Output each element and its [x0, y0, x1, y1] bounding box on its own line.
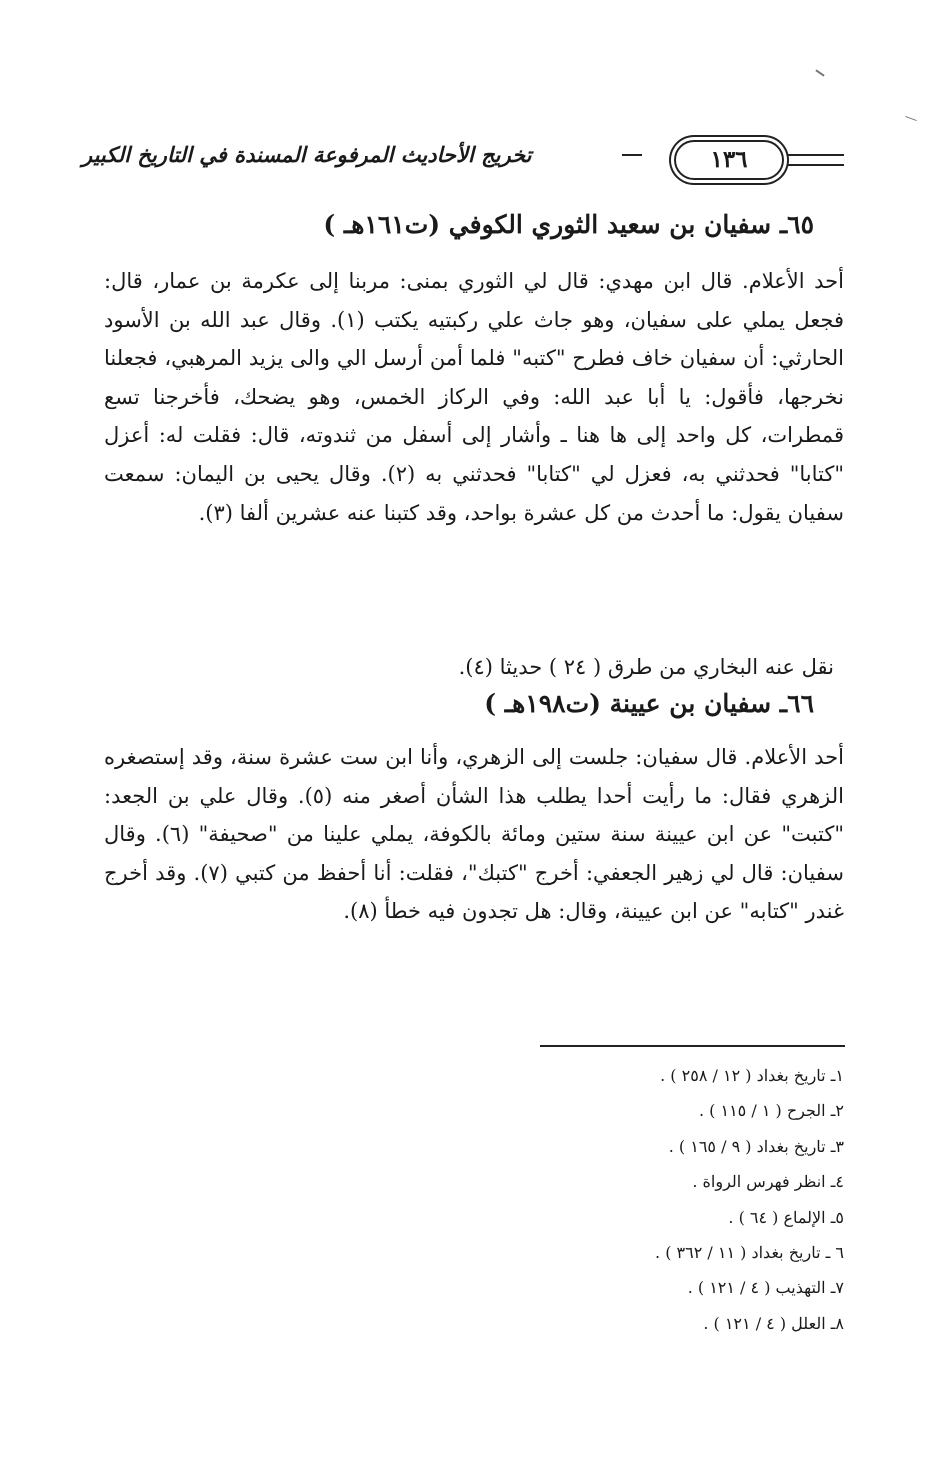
footnote-item: ٨ـ العلل ( ٤ / ١٢١ ) .	[703, 1313, 844, 1333]
footnote-item: ١ـ تاريخ بغداد ( ١٢ / ٢٥٨ ) .	[660, 1066, 844, 1085]
section-heading-65: ٦٥ـ سفيان بن سعيد الثوري الكوفي (ت١٦١هـ )	[323, 210, 814, 239]
footnote-item: ٦ ـ تاريخ بغداد ( ١١ / ٣٦٢ ) .	[655, 1243, 844, 1263]
book-title: تخريج الأحاديث المرفوعة المسندة في التاريخ الكبير	[82, 142, 532, 167]
footnote-item: ٢ـ الجرح ( ١ / ١١٥ ) .	[698, 1101, 844, 1121]
scan-speck	[905, 116, 917, 121]
section-66-paragraph: أحد الأعلام. قال سفيان: جلست إلى الزهري، وأنا ابن ست عشرة سنة، وقد إستصغره الزهري فقال: ما رأيت أحدا يطلب هذا الشأن أصغر منه (٥). وقال علي بن الجعد: "كتبت" عن ابن عيينة سنة ستين ومائة بالكوفة، يملي علينا من "صحيفة" (٦). وقال سفيان: قال لي زهير الجعفي: أخرج "كتبك"، فقلت: أنا أحفظ من كتبي (٧). وقد أخرج غندر "كتابه" عن ابن عيينة، وقال: هل تجدون فيه خطأ (٨).	[104, 745, 844, 924]
section-65-paragraph: أحد الأعلام. قال ابن مهدي: قال لي الثوري بمنى: مربنا إلى عكرمة بن عمار، قال: فجعل يملي على سفيان، وهو جاث علي ركبتيه يكتب (١). وقال عبد الله بن الأسود الحارثي: أن سفيان خاف فطرح "كتبه" فلما أمن أرسل الي والى يزيد المرهبي، فجعلنا نخرجها، فأقول: يا أبا عبد الله: وفي الركاز الخمس، وهو يضحك، فأخرجنا تسع قمطرات، كل واحد إلى ها هنا ـ وأشار إلى أسفل من ثندوته، قال: فقلت له: أعزل "كتابا" فحدثني به، فعزل لي "كتابا" فحدثني به (٢). وقال يحيى بن اليمان: سمعت سفيان يقول: ما أحدث من كل عشرة بواحد، وقد كتبنا عنه عشرين ألفا (٣).	[104, 269, 844, 525]
running-header	[82, 140, 844, 192]
header-rule	[622, 154, 642, 156]
page-number: ١٣٦	[674, 140, 784, 180]
footnote-item: ٤ـ انظر فهرس الرواة .	[692, 1172, 844, 1192]
footnotes-list	[524, 1058, 844, 1341]
footnote-separator	[540, 1045, 845, 1047]
footnote-item: ٥ـ الإلماع ( ٦٤ ) .	[728, 1207, 844, 1227]
section-heading-66: ٦٦ـ سفيان بن عيينة (ت١٩٨هـ )	[484, 689, 814, 718]
footnote-item: ٣ـ تاريخ بغداد ( ٩ / ١٦٥ ) .	[668, 1136, 844, 1156]
scan-speck	[815, 69, 824, 76]
footnote-item: ٧ـ التهذيب ( ٤ / ١٢١ ) .	[687, 1278, 844, 1298]
section-65-note: نقل عنه البخاري من طرق ( ٢٤ ) حديثا (٤).	[458, 655, 834, 679]
